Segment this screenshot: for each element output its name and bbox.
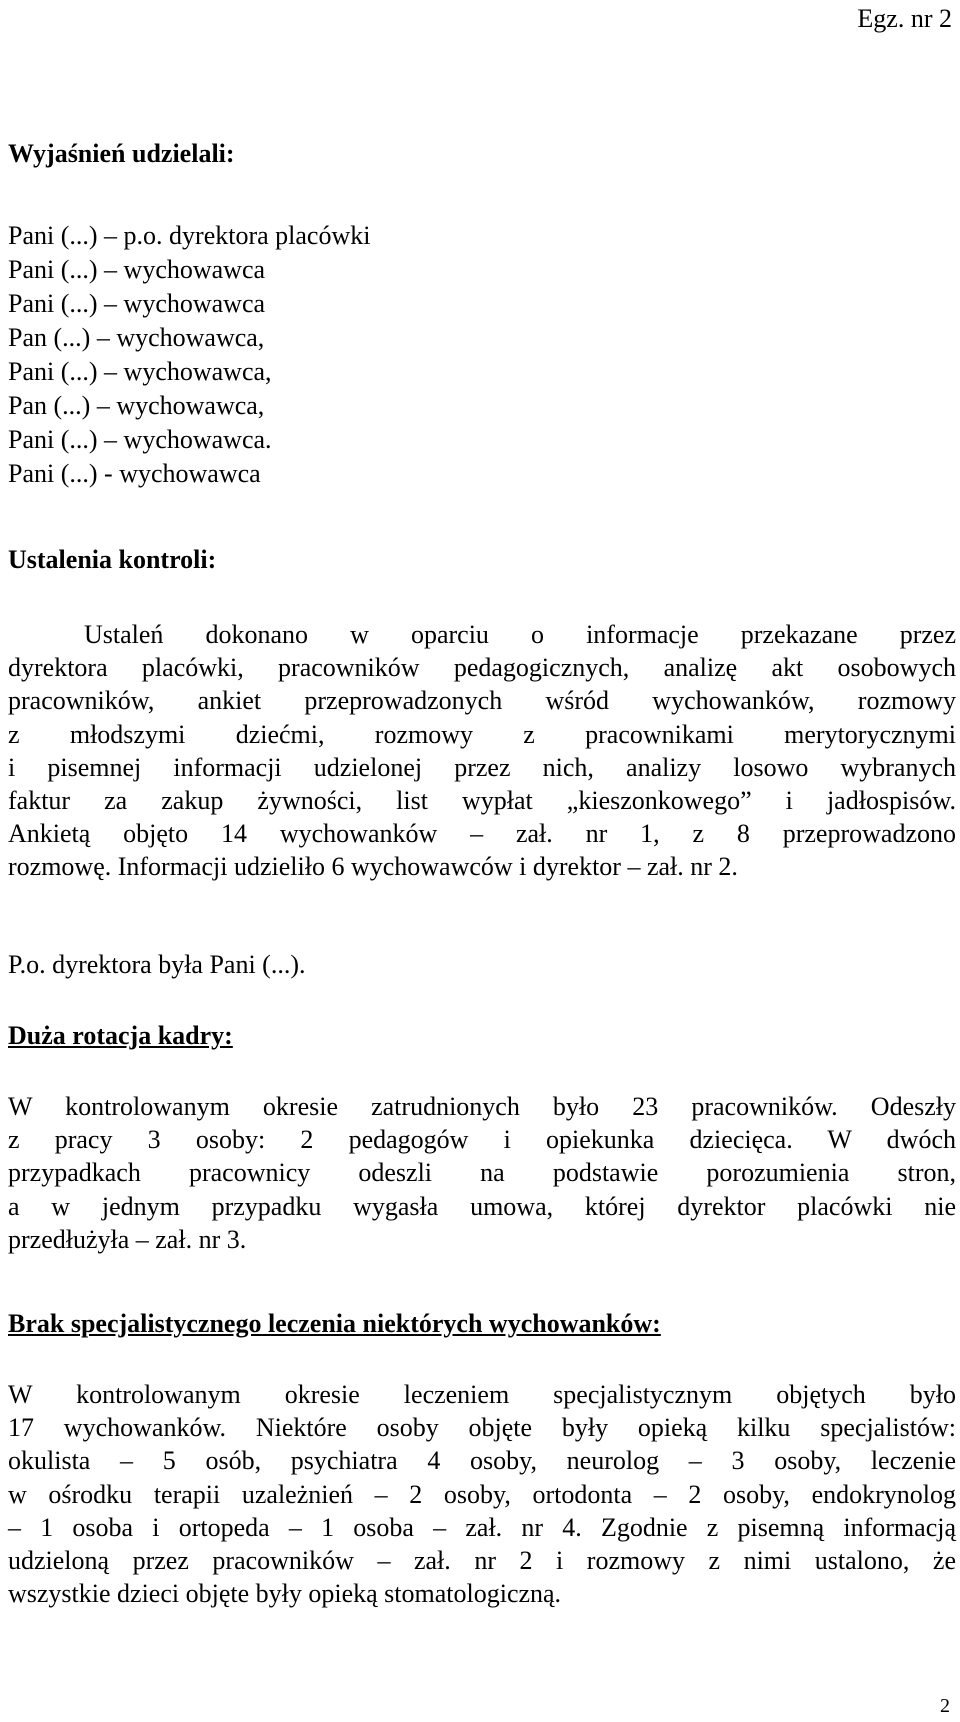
paragraph-line: udzieloną przez pracowników – zał. nr 2 i rozmowy z nimi ustalono, że	[8, 1546, 956, 1576]
turnover-heading: Duża rotacja kadry:	[8, 1021, 233, 1050]
paragraph-line: W kontrolowanym okresie zatrudnionych było 23 pracowników. Odeszły	[8, 1092, 956, 1121]
paragraph-line: okulista – 5 osób, psychiatra 4 osoby, neurolog – 3 osoby, leczenie	[8, 1446, 956, 1476]
paragraph-line: Ankietą objęto 14 wychowanków – zał. nr 1, z 8 przeprowadzono	[8, 819, 956, 849]
copy-number-label: Egz. nr 2	[857, 4, 952, 33]
list-item: Pani (...) - wychowawca	[8, 459, 261, 488]
paragraph-line: z pracy 3 osoby: 2 pedagogów i opiekunka dziecięca. W dwóch	[8, 1125, 956, 1155]
treatment-paragraph	[8, 1378, 956, 1610]
list-item: Pani (...) – wychowawca.	[8, 425, 272, 454]
paragraph-line: W kontrolowanym okresie leczeniem specjalistycznym objętych było	[8, 1380, 956, 1409]
findings-heading: Ustalenia kontroli:	[8, 545, 217, 574]
paragraph-line: dyrektora placówki, pracowników pedagogicznych, analizę akt osobowych	[8, 653, 956, 683]
acting-director-note: P.o. dyrektora była Pani (...).	[8, 950, 306, 979]
explanations-heading: Wyjaśnień udzielali:	[8, 139, 235, 168]
paragraph-line: faktur za zakup żywności, list wypłat „kieszonkowego” i jadłospisów.	[8, 786, 956, 816]
turnover-paragraph	[8, 1090, 956, 1256]
paragraph-line: przedłużyła – zał. nr 3.	[8, 1224, 247, 1254]
paragraph-line: przypadkach pracownicy odeszli na podstawie porozumienia stron,	[8, 1158, 956, 1188]
paragraph-line: pracowników, ankiet przeprowadzonych wśród wychowanków, rozmowy	[8, 686, 956, 716]
paragraph-line: a w jednym przypadku wygasła umowa, której dyrektor placówki nie	[8, 1191, 956, 1221]
paragraph-line: Ustaleń dokonano w oparciu o informacje przekazane przez	[84, 620, 956, 649]
list-item: Pani (...) – wychowawca	[8, 255, 266, 284]
paragraph-line: i pisemnej informacji udzielonej przez nich, analizy losowo wybranych	[8, 752, 956, 782]
paragraph-line: – 1 osoba i ortopeda – 1 osoba – zał. nr 4. Zgodnie z pisemną informacją	[8, 1512, 956, 1542]
page-number: 2	[940, 1695, 950, 1717]
paragraph-line: w ośrodku terapii uzależnień – 2 osoby, ortodonta – 2 osoby, endokrynolog	[8, 1479, 956, 1509]
paragraph-line: 17 wychowanków. Niektóre osoby objęte były opieką kilku specjalistów:	[8, 1413, 956, 1443]
list-item: Pan (...) – wychowawca,	[8, 323, 265, 352]
list-item: Pani (...) – p.o. dyrektora placówki	[8, 221, 371, 250]
list-item: Pan (...) – wychowawca,	[8, 391, 265, 420]
explanations-list	[8, 219, 370, 491]
paragraph-line: rozmowę. Informacji udzieliło 6 wychowawców i dyrektor – zał. nr 2.	[8, 852, 738, 882]
treatment-heading: Brak specjalistycznego leczenia niektórych wychowanków:	[8, 1309, 661, 1338]
paragraph-line: wszystkie dzieci objęte były opieką stomatologiczną.	[8, 1579, 562, 1609]
list-item: Pani (...) – wychowawca,	[8, 357, 272, 386]
paragraph-line: z młodszymi dziećmi, rozmowy z pracownikami merytorycznymi	[8, 719, 956, 749]
list-item: Pani (...) – wychowawca	[8, 289, 266, 318]
findings-paragraph	[8, 618, 956, 884]
